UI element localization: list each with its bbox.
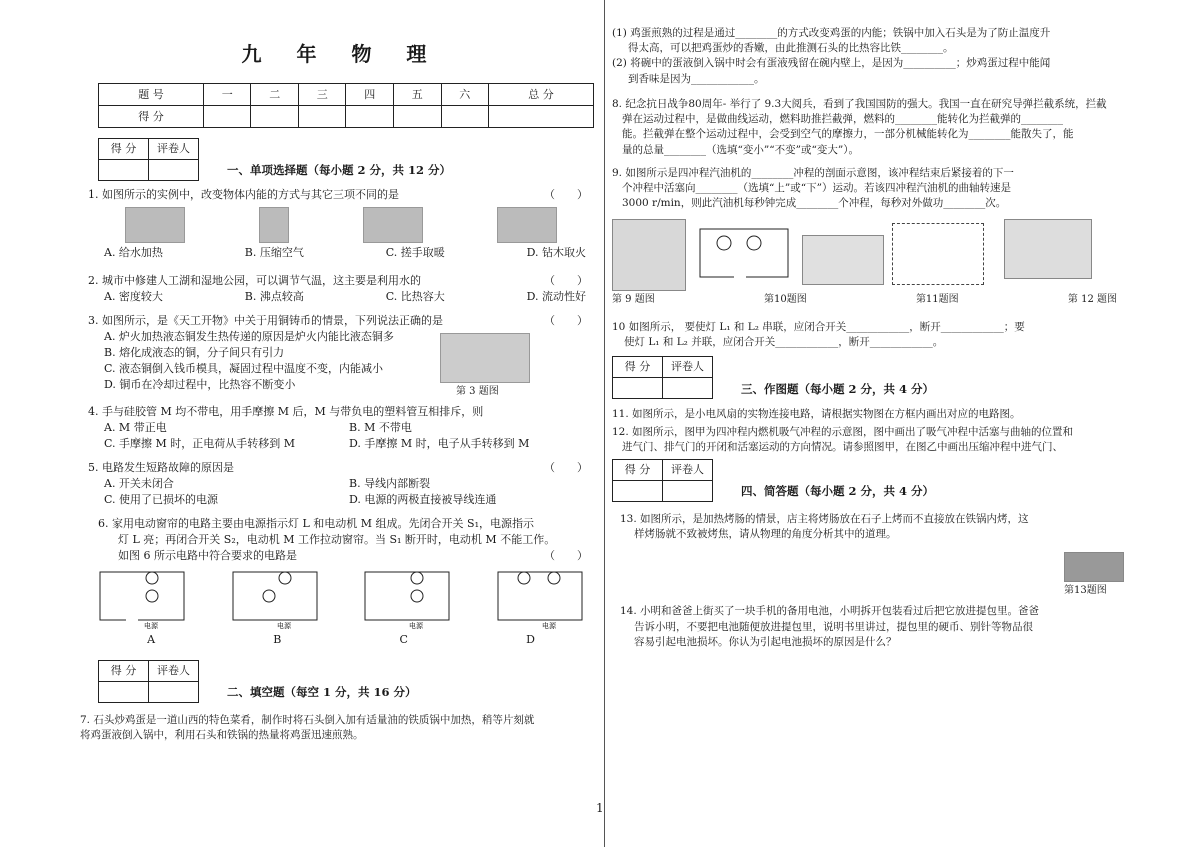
score-table xyxy=(98,83,594,128)
section-2-title: 二、填空题（每空 1 分，共 16 分） xyxy=(227,685,417,700)
answer-box[interactable] xyxy=(892,223,984,285)
question-14: 14. 小明和爸爸上街买了一块手机的备用电池，小明拆开包装看过后把它放进提包里。爸爸 告诉小明，不要把电池随便放进提包里，说明书里讲过，提包里的硬币、别针等物品很 容易引起电池损坏。你认为引起电池损坏的原因是什么？ xyxy=(620,605,1040,648)
score-header-cell: 六 xyxy=(441,84,489,106)
boiling-water-image xyxy=(125,207,185,243)
coin-casting-image xyxy=(440,333,530,383)
score-cell[interactable] xyxy=(298,106,346,128)
question-6: 6. 家用电动窗帘的电路主要由电源指示灯 L 和电动机 M 组成。先闭合开关 S₁，电源指示 灯 L 亮；再闭合开关 S₂，电动机 M 工作拉动窗帘。当 S₁ 断开时，电动机 M 不能工作。 （ ） 如图 6 所示电路中符合要求的电路是 电源 电源 电源 电源 A B C D xyxy=(88,516,594,648)
question-2: （ ） 2. 城市中修建人工湖和湿地公园，可以调节气温，这主要是利用水的 A. 密度较大 B. 沸点较高 C. 比热容大 D. 流动性好 xyxy=(88,273,588,303)
svg-text:电源: 电源 xyxy=(409,621,424,630)
score-header-cell: 总 分 xyxy=(489,84,594,106)
q1-images xyxy=(88,207,594,243)
question-3: （ ） 3. 如图所示，是《天工开物》中关于用铜铸币的情景，下列说法正确的是 A. 炉火加热液态铜发生热传递的原因是炉火内能比液态铜多 B. 熔化成液态的铜，分子间只有引力 C. 液态铜倒入钱币模具，凝固过程中温度不变，内能减小 D. 铜币在冷却过程中，比热容不断变小 第 3 题图 xyxy=(88,313,588,397)
svg-text:电源: 电源 xyxy=(276,621,291,630)
score-cell[interactable] xyxy=(441,106,489,128)
exam-title: 九 年 物 理 xyxy=(241,42,441,66)
question-13: 13. 如图所示，是加热烤肠的情景，店主将烤肠放在石子上烤而不直接放在铁锅内烤，这 样烤肠就不致被烤焦，请从物理的角度分析其中的道理。 第13题图 xyxy=(612,512,1147,542)
score-header-cell: 一 xyxy=(203,84,251,106)
section-1-header xyxy=(98,138,594,181)
page-number: 1 xyxy=(596,801,604,815)
section-2-header xyxy=(98,660,594,703)
score-cell[interactable] xyxy=(346,106,394,128)
score-header-cell: 二 xyxy=(251,84,299,106)
score-header-cell: 题 号 xyxy=(99,84,204,106)
question-7-parts: (1) 鸡蛋煎熟的过程是通过________的方式改变鸡蛋的内能；铁锅中加入石头是为了防止温度升 得太高，可以把鸡蛋炒的香嫩，由此推测石头的比热容比铁________。 (2) 将碗中的蛋液倒入锅中时会有蛋液残留在碗内壁上，是因为__________；炒鸡蛋过程中能闻 到香味是因为____________。 xyxy=(612,27,1051,85)
engine-figure-12 xyxy=(1004,219,1092,279)
score-cell[interactable] xyxy=(203,106,251,128)
question-11: 11. 如图所示，是小电风扇的实物连接电路，请根据实物图在方框内画出对应的电路图。 xyxy=(612,408,1021,421)
compressing-air-image xyxy=(259,207,289,243)
score-header-cell: 四 xyxy=(346,84,394,106)
section-4-header xyxy=(612,459,1147,502)
grader-box: 得 分 评卷人 xyxy=(98,660,199,703)
score-header-cell: 五 xyxy=(394,84,442,106)
question-1: （ ） 1. 如图所示的实例中，改变物体内能的方式与其它三项不同的是 A. 给水加热 B. 压缩空气 C. 搓手取暖 D. 钻木取火 xyxy=(88,187,594,261)
score-cell[interactable] xyxy=(394,106,442,128)
circuit-a xyxy=(96,568,188,630)
grader-box: 得 分 评卷人 xyxy=(612,459,713,502)
drilling-wood-image xyxy=(497,207,557,243)
fan-figure xyxy=(802,235,884,285)
circuit-figure-10 xyxy=(694,219,794,291)
question-8: 8. 纪念抗日战争80周年- 举行了 9.3大阅兵，看到了我国国防的强大。我国一直在研究导弹拦截系统，拦截 弹在运动过程中，是做曲线运动，燃料助推拦截弹，燃料的________能转化为拦截弹的________ 能。拦截弹在整个运动过程中，会受到空气的摩擦力，一部分机械能转化为________能散失了，能 量的总量________（选填“变小”“不变”或“变大”）。 xyxy=(612,97,1107,156)
circuit-c xyxy=(361,568,453,630)
q6-circuits xyxy=(88,568,594,630)
section-3-title: 三、作图题（每小题 2 分，共 4 分） xyxy=(741,381,935,396)
svg-text:电源: 电源 xyxy=(541,621,556,630)
question-12: 12. 如图所示，图甲为四冲程内燃机吸气冲程的示意图，图中画出了吸气冲程中活塞与曲轴的位置和 进气门、排气门的开闭和活塞运动的方向情况。请参照图甲，在图乙中画出压缩冲程中进气门、 xyxy=(612,425,1074,453)
rubbing-hands-image xyxy=(363,207,423,243)
score-row-label: 得 分 xyxy=(99,106,204,128)
grader-box: 得 分 评卷人 xyxy=(612,356,713,399)
section-3-header xyxy=(612,356,1147,399)
question-4: 4. 手与硅胶管 M 均不带电，用手摩擦 M 后，M 与带负电的塑料管互相排斥，则 A. M 带正电 B. M 不带电 C. 手摩擦 M 时，正电荷从手转移到 M D. 手摩擦 M 时，电子从手转移到 M xyxy=(88,405,530,451)
figures-row xyxy=(612,219,1147,291)
engine-figure xyxy=(612,219,686,291)
question-5: （ ） 5. 电路发生短路故障的原因是 A. 开关未闭合 B. 导线内部断裂 C. 使用了已损坏的电源 D. 电源的两极直接被导线连通 xyxy=(88,461,588,507)
question-10: 10 如图所示， 要使灯 L₁ 和 L₂ 串联，应闭合开关____________，断开____________；要 使灯 L₁ 和 L₂ 并联，应闭合开关____________，断开____________。 xyxy=(612,320,1025,349)
question-7: 7. 石头炒鸡蛋是一道山西的特色菜肴，制作时将石头倒入加有适量油的铁质锅中加热，稍等片刻就 将鸡蛋液倒入锅中，利用石头和铁锅的热量将鸡蛋迅速煎熟。 xyxy=(80,713,535,742)
circuit-d xyxy=(494,568,586,630)
sausage-figure xyxy=(1064,552,1124,582)
grader-box: 得 分 评卷人 xyxy=(98,138,199,181)
figure-captions: 第 9 题图 第10题图 第11题图 第 12 题图 xyxy=(612,294,1117,306)
section-1-title: 一、单项选择题（每小题 2 分，共 12 分） xyxy=(227,163,452,178)
section-4-title: 四、简答题（每小题 2 分，共 4 分） xyxy=(741,484,935,499)
circuit-b xyxy=(229,568,321,630)
score-cell[interactable] xyxy=(489,106,594,128)
left-column xyxy=(80,8,594,838)
svg-text:电源: 电源 xyxy=(144,621,158,630)
question-9: 9. 如图所示是四冲程汽油机的________冲程的剖面示意图，该冲程结束后紧接着的下一 个冲程中活塞向________（选填“上”或“下”）运动。若该四冲程汽油机的曲轴转速是 3000 r/min，则此汽油机每秒钟完成________个冲程，每秒对外做功________次。 xyxy=(612,166,1014,210)
fold-line xyxy=(604,0,605,847)
score-cell[interactable] xyxy=(251,106,299,128)
right-column xyxy=(612,26,1147,836)
score-header-cell: 三 xyxy=(298,84,346,106)
